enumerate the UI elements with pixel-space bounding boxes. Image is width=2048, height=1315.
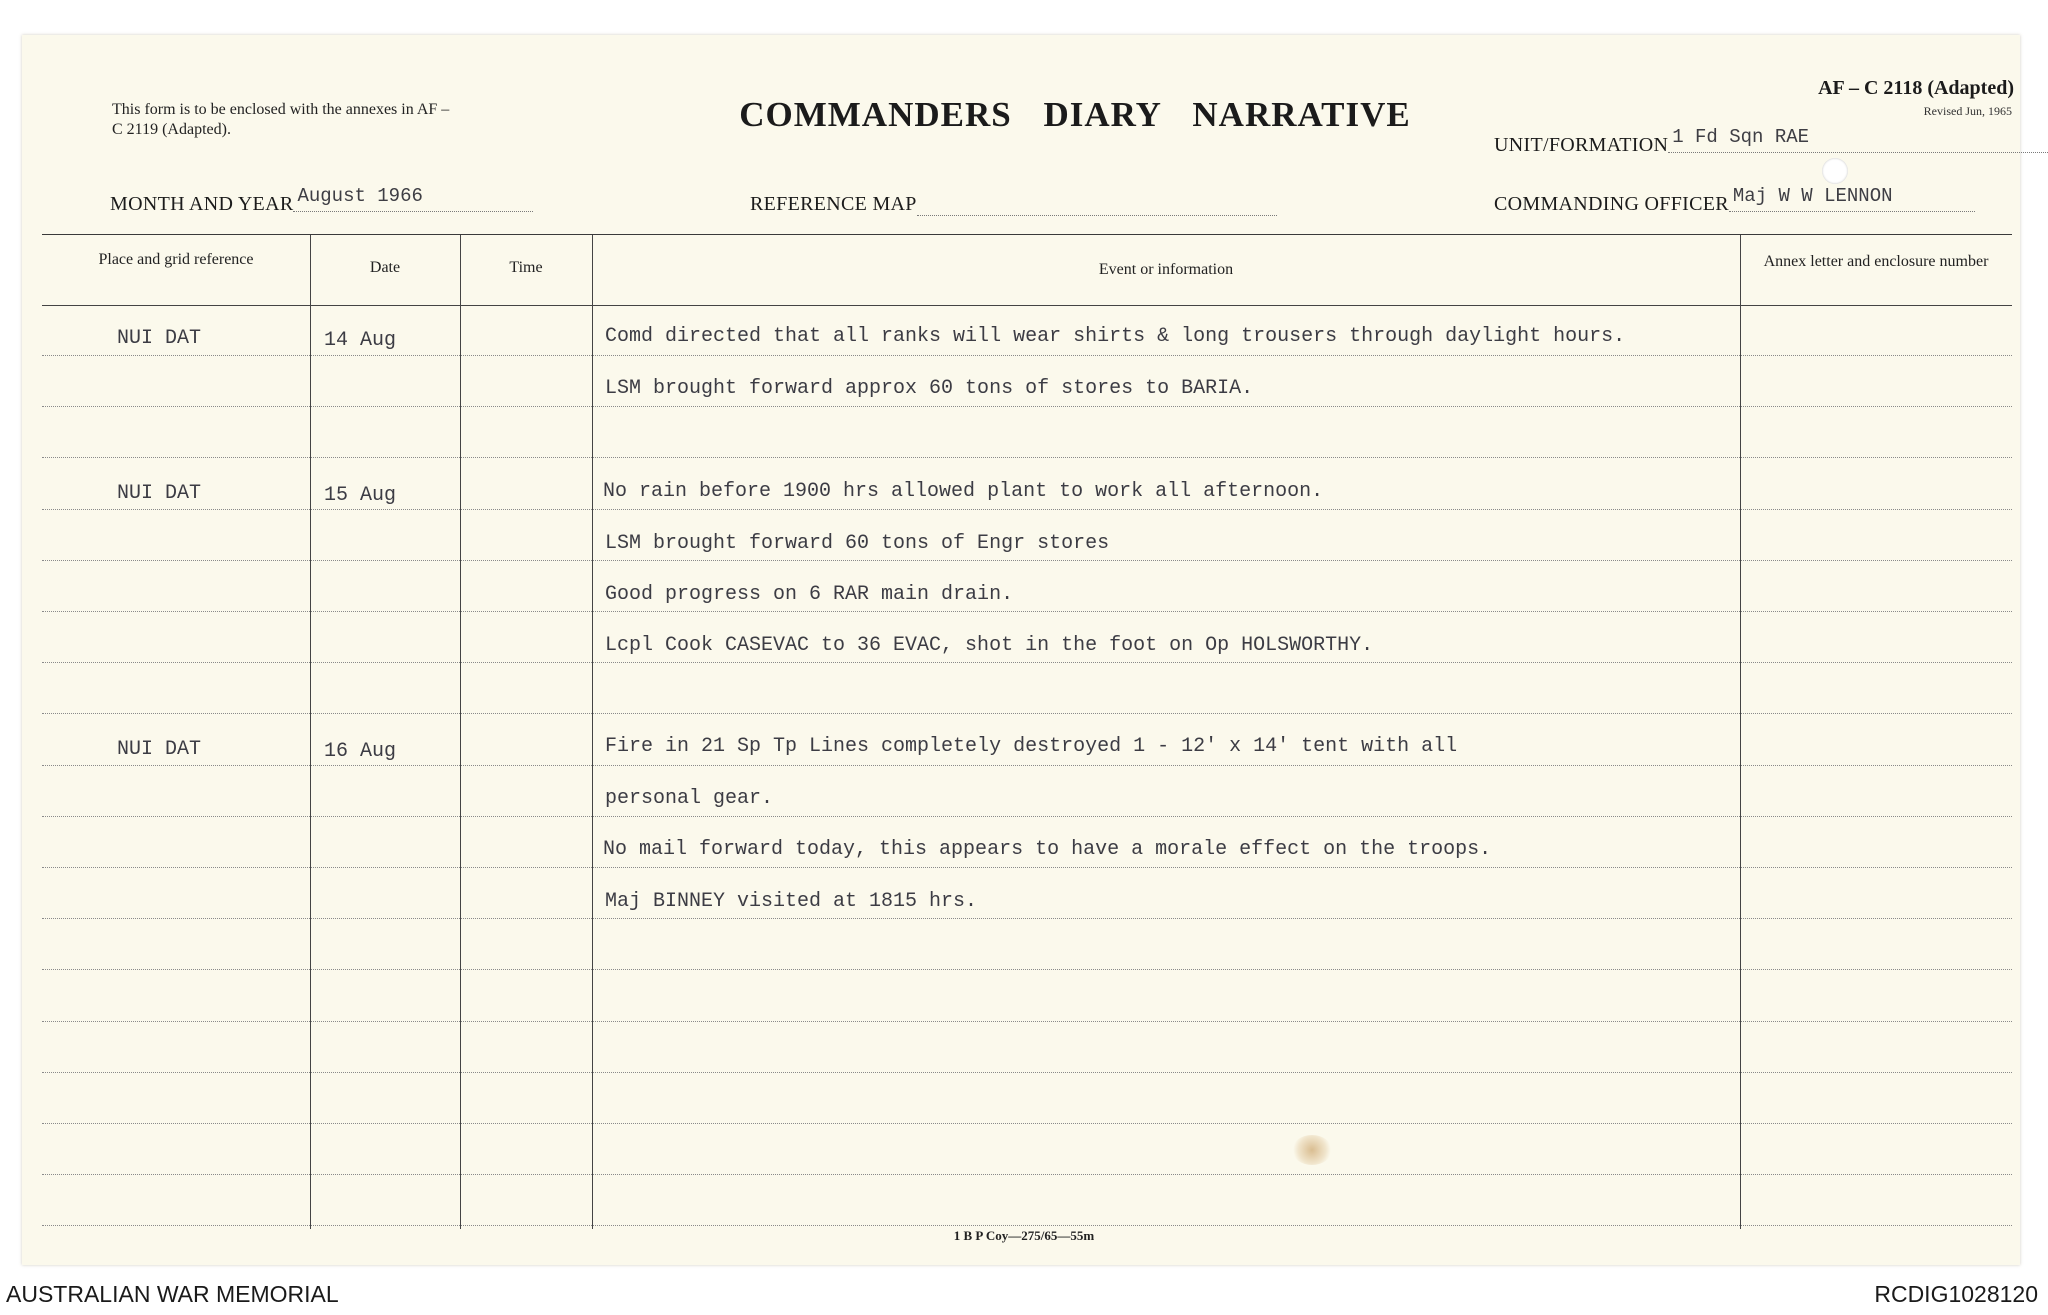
form-title: COMMANDERS DIARY NARRATIVE [739, 95, 1411, 134]
diary-table [42, 234, 2012, 1229]
entry-date: 14 Aug [324, 329, 397, 352]
column-divider [592, 235, 593, 1229]
entry-event: Comd directed that all ranks will wear shirts & long trousers through daylight hours. [605, 325, 1626, 348]
column-header-time: Time [509, 259, 543, 276]
commanding-officer-label: COMMANDING OFFICER [1494, 193, 1729, 215]
ruled-line [42, 765, 2012, 766]
form-code: AF – C 2118 (Adapted) [1818, 77, 2014, 99]
entry-place: NUI DAT [117, 482, 202, 505]
column-divider [310, 235, 311, 1229]
entry-event: Good progress on 6 RAR main drain. [605, 583, 1014, 606]
header-rule [1740, 305, 2012, 306]
month-year-value: August 1966 [293, 186, 533, 212]
unit-formation-value: 1 Fd Sqn RAE [1668, 127, 2048, 153]
entry-event: No mail forward today, this appears to have a morale effect on the troops. [603, 838, 1492, 861]
column-header-annex: Annex letter and enclosure number [1763, 253, 1989, 270]
entry-event: Lcpl Cook CASEVAC to 36 EVAC, shot in the foot on Op HOLSWORTHY. [605, 634, 1374, 657]
printer-imprint: 1 B P Coy—275/65—55m [953, 1228, 1095, 1243]
ruled-line [42, 662, 2012, 663]
entry-place: NUI DAT [117, 738, 202, 761]
ruled-line [42, 713, 2012, 714]
entry-place: NUI DAT [117, 327, 202, 350]
ruled-line [42, 1072, 2012, 1073]
punch-hole [1822, 158, 1848, 184]
commanding-officer-value: Maj W W LENNON [1729, 186, 1975, 212]
entry-date: 16 Aug [324, 740, 397, 763]
ruled-line [42, 560, 2012, 561]
ruled-line [42, 969, 2012, 970]
entry-event: personal gear. [605, 787, 774, 810]
ruled-line [42, 816, 2012, 817]
column-header-date: Date [369, 259, 401, 276]
header-rule [42, 305, 310, 306]
column-header-place: Place and grid reference [98, 251, 254, 268]
header-rule [310, 305, 460, 306]
form-enclosure-note: This form is to be enclosed with the annexes in AF – C 2119 (Adapted). [112, 101, 450, 138]
entry-event: No rain before 1900 hrs allowed plant to work all afternoon. [603, 480, 1324, 503]
header-rule [460, 305, 592, 306]
reference-map-label: REFERENCE MAP [750, 193, 917, 215]
column-header-event: Event or information [1098, 261, 1234, 278]
ruled-line [42, 1123, 2012, 1124]
month-year-label: MONTH AND YEAR [110, 193, 294, 215]
commanding-officer-field [1494, 185, 1975, 216]
ruled-line [42, 867, 2012, 868]
month-year-field [110, 185, 533, 216]
ruled-line [42, 355, 2012, 356]
entry-event: Maj BINNEY visited at 1815 hrs. [605, 890, 978, 913]
header-rule [592, 305, 1740, 306]
archive-credit: AUSTRALIAN WAR MEMORIAL [6, 1281, 339, 1307]
ruled-line [42, 406, 2012, 407]
ruled-line [42, 1021, 2012, 1022]
ruled-line [42, 918, 2012, 919]
column-divider [460, 235, 461, 1229]
ruled-line [42, 509, 2012, 510]
ruled-line [42, 457, 2012, 458]
form-revision-date: Revised Jun, 1965 [1923, 104, 2012, 118]
ruled-line [42, 1225, 2012, 1226]
column-divider [1740, 235, 1741, 1229]
ruled-line [42, 611, 2012, 612]
reference-map-field [750, 190, 1277, 216]
ruled-line [42, 1174, 2012, 1175]
reference-map-value [917, 190, 1277, 216]
entry-event: LSM brought forward approx 60 tons of stores to BARIA. [605, 377, 1254, 400]
entry-date: 15 Aug [324, 484, 397, 507]
entry-event: Fire in 21 Sp Tp Lines completely destroyed 1 - 12' x 14' tent with all [605, 735, 1458, 758]
archive-reference-id: RCDIG1028120 [1874, 1281, 2038, 1307]
entry-event: LSM brought forward 60 tons of Engr stores [605, 532, 1110, 555]
unit-formation-label: UNIT/FORMATION [1494, 134, 1669, 156]
unit-formation-field [1494, 126, 2048, 157]
